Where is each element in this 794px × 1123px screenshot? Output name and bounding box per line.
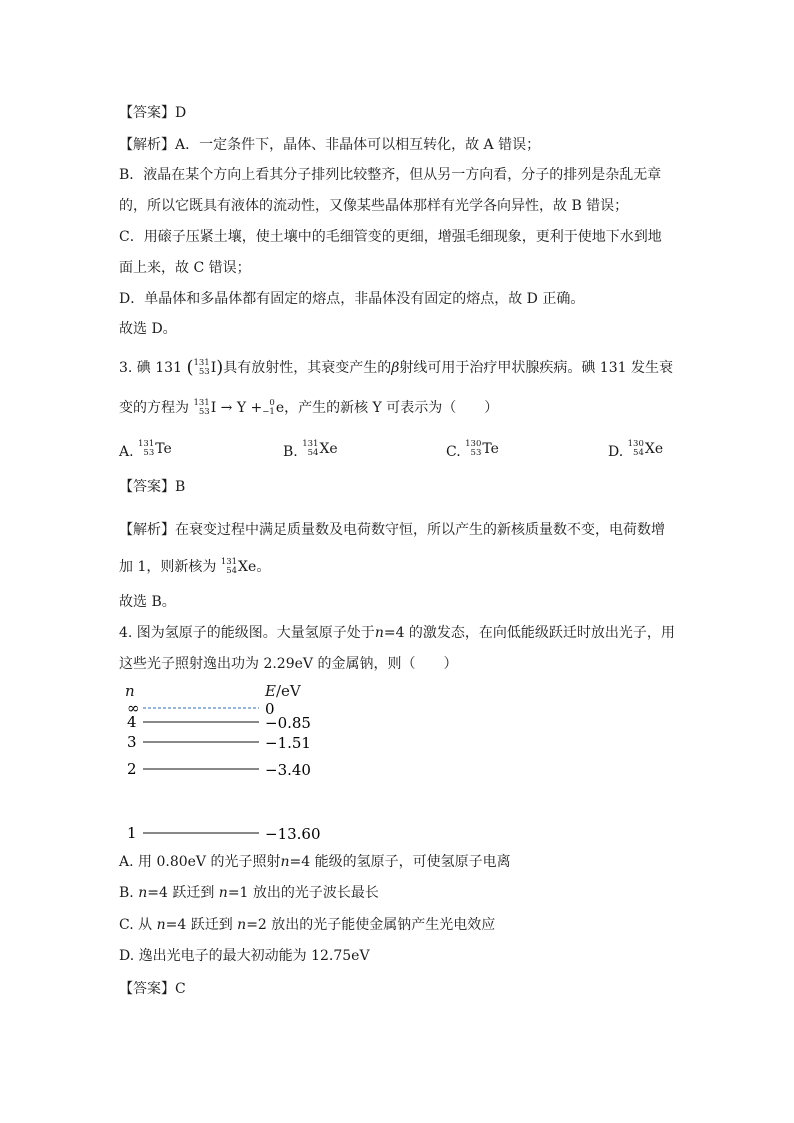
new-nucleus-symbol: Xe xyxy=(238,559,257,575)
iodine-symbol: I xyxy=(210,360,217,376)
q4-opt-c-prefix: C. 从 xyxy=(119,917,153,933)
iodine-mass: 131 xyxy=(193,358,210,368)
option-a-mass: 131 xyxy=(138,439,155,449)
q3-line2-prefix: 变的方程为 xyxy=(119,400,189,416)
level-n-label: 2 xyxy=(127,760,137,778)
option-c-mass: 130 xyxy=(465,439,482,449)
q4-opt-b-prefix: B. xyxy=(119,885,134,901)
iodine-charge: 53 xyxy=(198,367,210,377)
q4-stem-line1 xyxy=(119,624,675,642)
q4-opt-c-n1: n xyxy=(156,917,166,933)
beta-symbol: β xyxy=(391,360,400,376)
new-nucleus xyxy=(221,555,257,579)
q4-opt-c-mid: =4 跃迁到 xyxy=(165,917,233,933)
equation-arrow: → Y + xyxy=(220,400,263,416)
close-paren: ) xyxy=(216,357,224,378)
option-b-charge: 54 xyxy=(307,448,319,458)
option-b-symbol: Xe xyxy=(319,441,338,457)
option-d-label: D. xyxy=(608,444,624,460)
q2-analysis-c-line1: C．用磙子压紧土壤，使土壤中的毛细管变的更细，增强毛细现象，更利于使地下水到地 xyxy=(119,229,662,245)
level-n-label: ∞ xyxy=(127,699,140,717)
q4-opt-b-n1: n xyxy=(138,885,148,901)
energy-axis-unit: /eV xyxy=(275,682,301,700)
q2-analysis-b-line2: 的，所以它既具有液体的流动性，又像某些晶体那样有光学各向异性，故 B 错误； xyxy=(119,198,629,214)
q4-answer: 【答案】C xyxy=(119,981,186,997)
q4-opt-a-prefix: A. 用 0.80eV 的光子照射 xyxy=(119,854,281,870)
q4-opt-c-suffix: =2 放出的光子能使金属钠产生光电效应 xyxy=(246,917,496,933)
level-n-label: 4 xyxy=(127,713,137,731)
q4-opt-a-n: n xyxy=(280,854,290,870)
eq-iodine-symbol: I xyxy=(210,400,217,416)
q3-analysis-line1: 【解析】在衰变过程中满足质量数及电荷数守恒，所以产生的新核质量数不变，电荷数增 xyxy=(119,522,665,538)
eq-iodine-charge: 53 xyxy=(198,407,210,417)
q3-option-d xyxy=(608,440,663,464)
electron-mass: 0 xyxy=(269,398,275,408)
option-a-nuclide xyxy=(138,440,172,464)
electron-symbol: e xyxy=(275,400,285,416)
level-energy-label: 0 xyxy=(265,700,275,718)
q3-stem-prefix: 3. 碘 131 xyxy=(119,360,182,376)
new-nucleus-charge: 54 xyxy=(226,566,238,576)
q3-answer: 【答案】B xyxy=(119,479,186,495)
q3-analysis-line2 xyxy=(119,555,270,579)
option-b-nuclide xyxy=(302,440,338,464)
q4-option-a xyxy=(119,853,511,871)
q3-analysis2-prefix: 加 1，则新核为 xyxy=(119,559,217,575)
level-energy-label: −0.85 xyxy=(265,714,311,732)
q4-opt-b-mid: =4 跃迁到 xyxy=(147,885,215,901)
option-a-symbol: Te xyxy=(155,441,172,457)
level-energy-label: −1.51 xyxy=(265,734,311,752)
option-c-symbol: Te xyxy=(482,441,499,457)
q3-option-c xyxy=(446,440,499,464)
new-nucleus-mass: 131 xyxy=(220,557,238,567)
option-d-charge: 54 xyxy=(633,448,644,458)
q3-option-b xyxy=(283,440,338,464)
q3-stem-line1 xyxy=(119,356,673,380)
q3-conclusion: 故选 B。 xyxy=(119,594,176,610)
energy-levels-svg xyxy=(119,682,349,842)
level-energy-label: −13.60 xyxy=(265,825,321,842)
energy-axis-symbol: E xyxy=(265,682,276,700)
q3-stem-suffix: 具有放射性，其衰变产生的 xyxy=(223,360,392,376)
level-n-label: 3 xyxy=(127,733,137,751)
q4-n-var: n xyxy=(374,625,384,641)
q3-option-a xyxy=(119,440,172,464)
q3-line2-suffix: ，产生的新核 Y 可表示为（ ） xyxy=(284,400,499,416)
q2-answer: 【答案】D xyxy=(119,105,187,121)
q2-analysis-a: 【解析】A．一定条件下，晶体、非晶体可以相互转化，故 A 错误； xyxy=(119,137,541,153)
energy-level-diagram xyxy=(119,682,349,842)
option-a-charge: 53 xyxy=(143,448,155,458)
q4-opt-b-suffix: =1 放出的光子波长最长 xyxy=(227,885,379,901)
option-c-nuclide xyxy=(465,440,499,464)
q2-analysis-b-line1: B．液晶在某个方向上看其分子排列比较整齐，但从另一方向看，分子的排列是杂乱无章 xyxy=(119,167,662,183)
option-d-symbol: Xe xyxy=(644,441,664,457)
q4-opt-c-n2: n xyxy=(237,917,247,933)
q4-option-b xyxy=(119,884,379,902)
q3-analysis2-suffix: 。 xyxy=(256,559,271,575)
option-b-mass: 131 xyxy=(302,439,319,449)
option-b-label: B. xyxy=(283,444,298,460)
level-n-label: 1 xyxy=(127,824,137,842)
level-energy-label: −3.40 xyxy=(265,761,311,779)
option-d-nuclide xyxy=(628,440,664,464)
equation-electron xyxy=(262,396,284,420)
option-d-mass: 130 xyxy=(627,439,644,449)
q2-conclusion: 故选 D。 xyxy=(119,321,177,337)
q4-stem1-prefix: 4. 图为氢原子的能级图。大量氢原子处于 xyxy=(119,625,375,641)
iodine-nuclide xyxy=(193,356,216,380)
q4-opt-a-suffix: =4 能级的氢原子，可使氢原子电离 xyxy=(289,854,511,870)
option-c-label: C. xyxy=(446,444,461,460)
q4-option-d: D. 逸出光电子的最大初动能为 12.75eV xyxy=(119,948,370,964)
q4-option-c xyxy=(119,916,495,934)
q2-analysis-c-line2: 面上来，故 C 错误； xyxy=(119,260,251,276)
n-axis-label: n xyxy=(125,682,135,700)
q4-stem1-mid: =4 的激发态，在向低能级跃迁时放出光子，用 xyxy=(383,625,675,641)
option-a-label: A. xyxy=(119,444,134,460)
eq-iodine-mass: 131 xyxy=(193,398,210,408)
option-c-charge: 53 xyxy=(470,448,482,458)
open-paren: ( xyxy=(186,357,194,378)
electron-charge: −1 xyxy=(262,407,275,417)
q4-stem-line2: 这些光子照射逸出功为 2.29eV 的金属钠，则（ ） xyxy=(119,656,458,672)
q3-stem-tail: 射线可用于治疗甲状腺疾病。碘 131 发生衰 xyxy=(399,360,673,376)
q4-opt-b-n2: n xyxy=(218,885,228,901)
q3-stem-line2 xyxy=(119,396,498,420)
equation-iodine xyxy=(193,396,216,420)
q2-analysis-d: D．单晶体和多晶体都有固定的熔点，非晶体没有固定的熔点，故 D 正确。 xyxy=(119,291,585,307)
